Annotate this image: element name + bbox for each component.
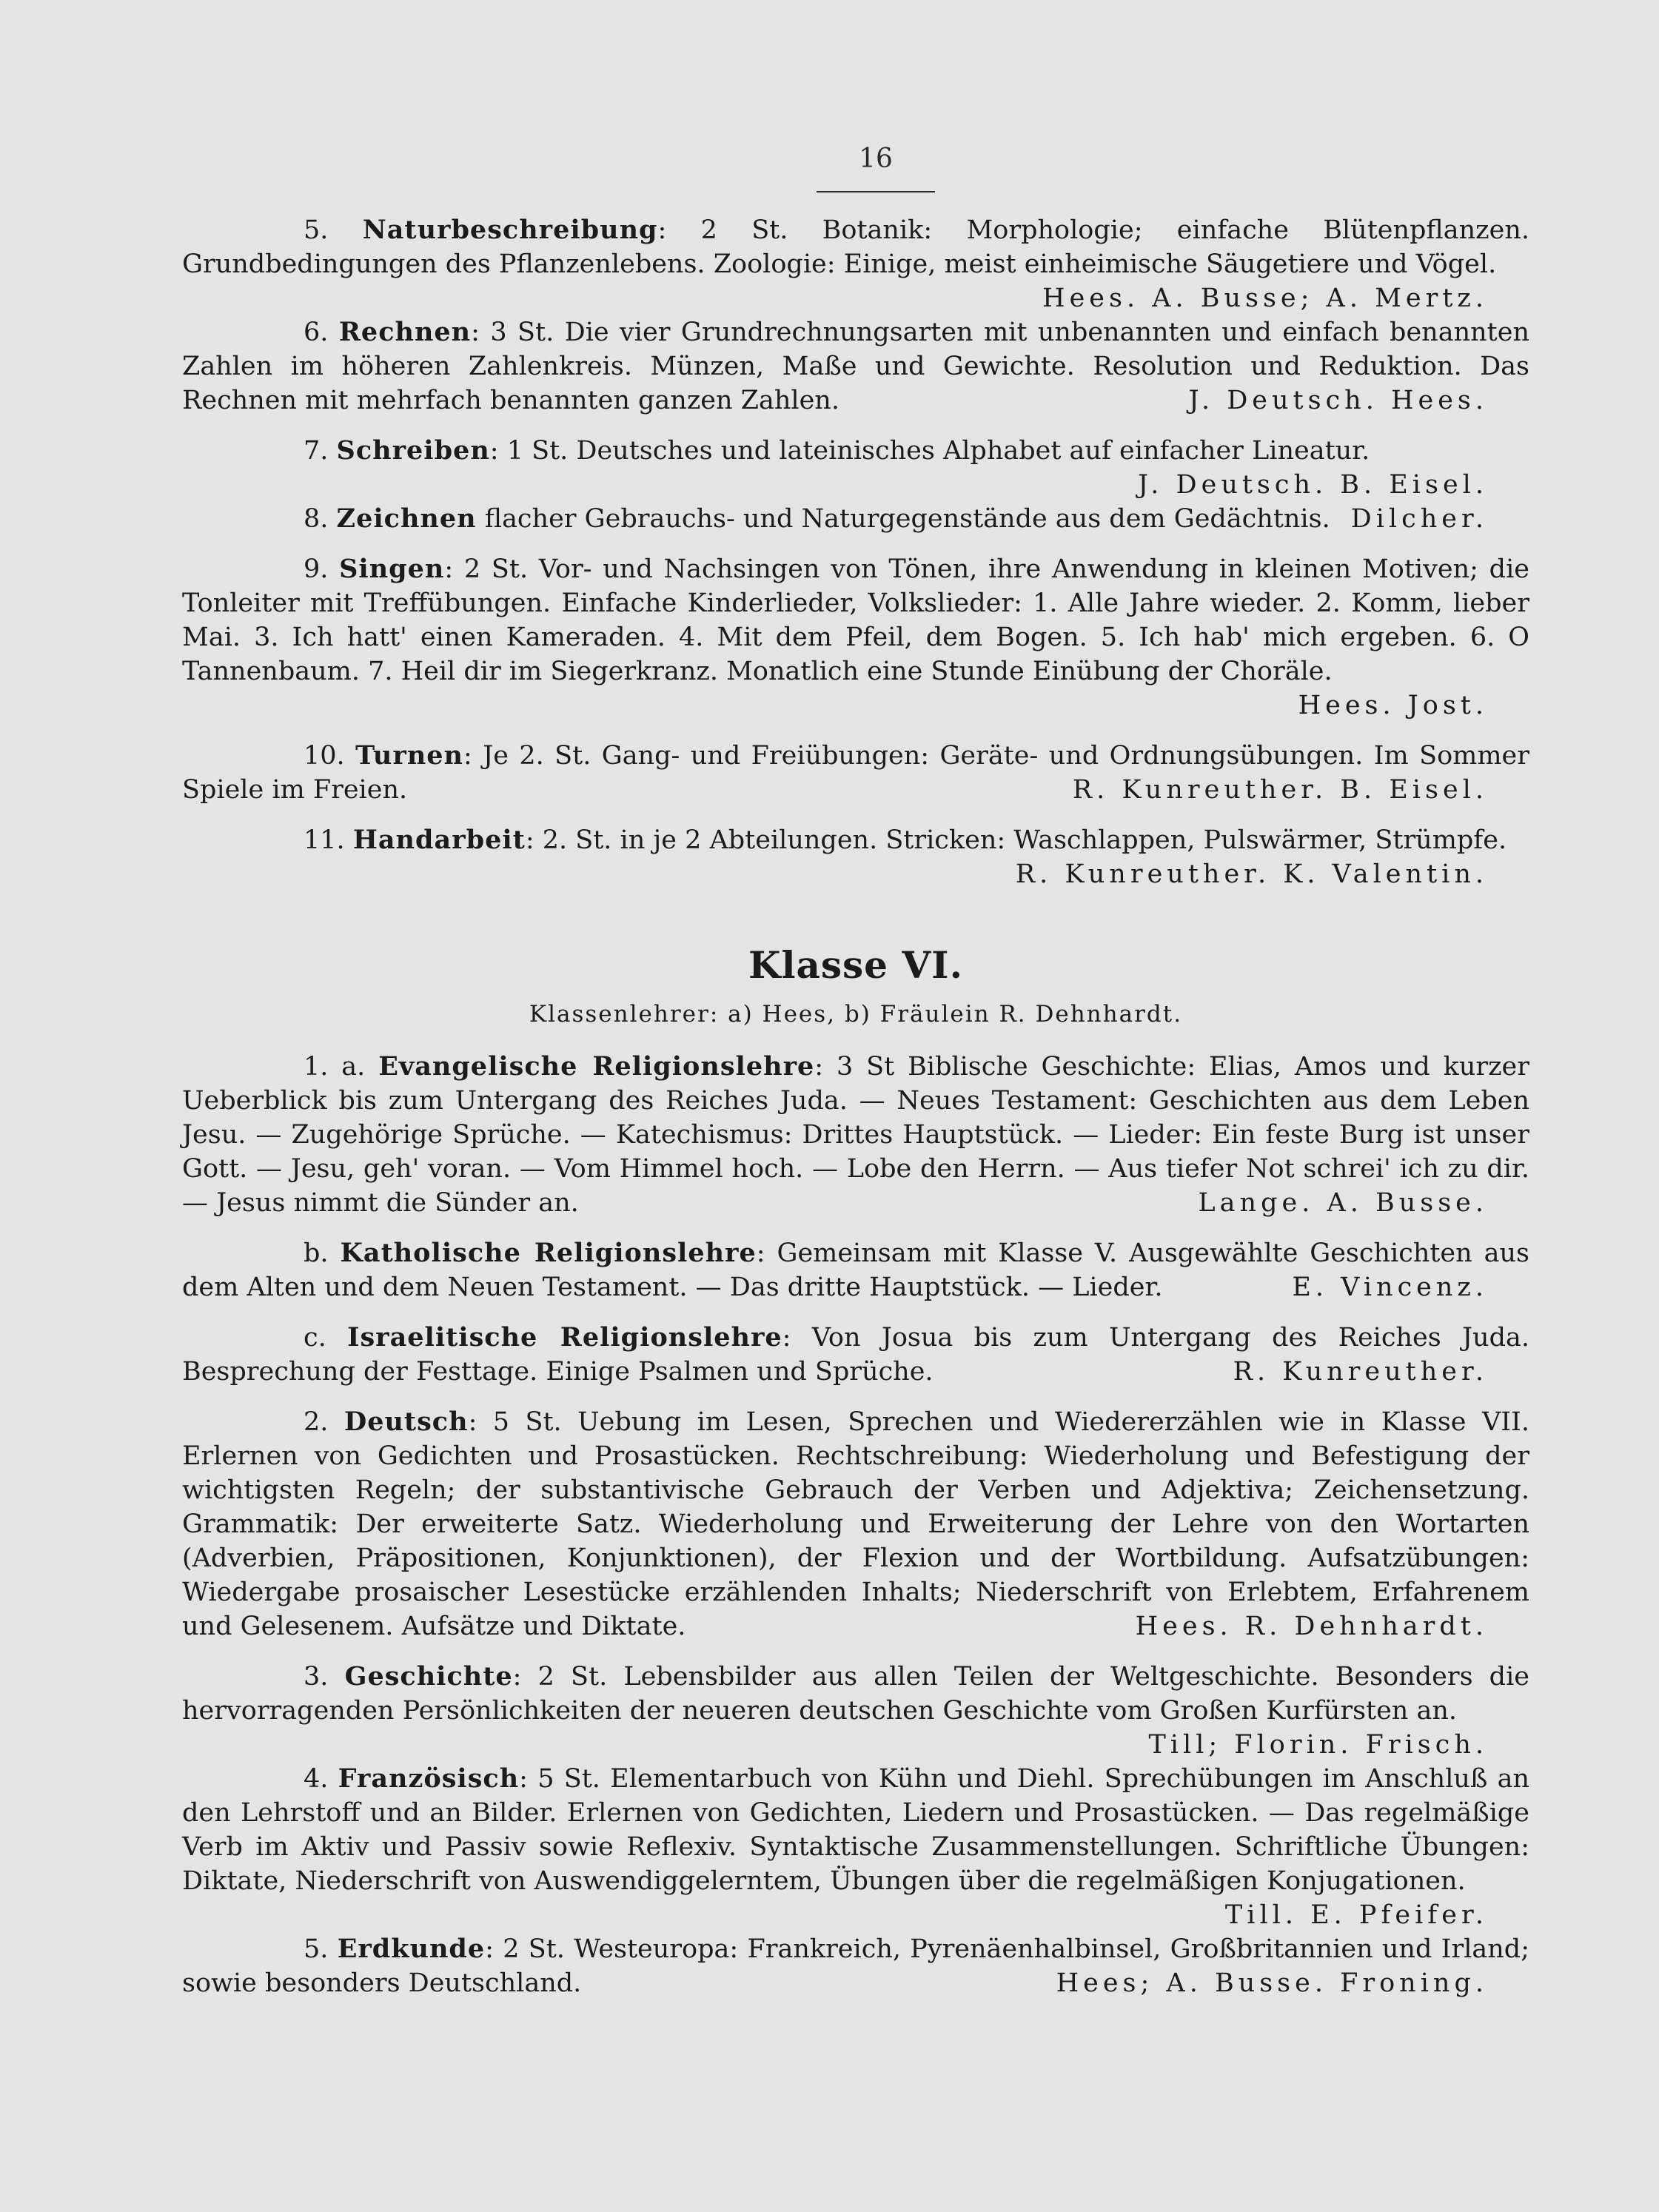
section-number: 9. [304,554,329,584]
class-teachers-line: Klassenlehrer: a) Hees, b) Fräulein R. Dehnhardt. [529,1001,1183,1028]
section-text: : 3 St. Die vier Grundrechnungsarten mit unbenannten und einfach benannten Zahlen im höheren Zahlenkreis. Münzen, Maße und Gewichte. Resolution und Reduktion. Das Rechnen mit mehrfach benannten ganzen Zahlen. [182,318,1529,415]
section-text: : 5 St. Elementarbuch von Kühn und Diehl. Sprechübungen im Anschluß an den Lehrstoff und an Bilder. Erlernen von Gedichten, Liedern und Prosastücken. — Das regelmäßige Verb im Aktiv und Passiv sowie Reflexiv. Syntaktische Zusammenstellungen. Schriftliche Übungen: Diktate, Niederschrift von Auswendiggelerntem, Übungen über die regelmäßigen Konjugationen. [182,1764,1529,1896]
section-text: : Je 2. St. Gang- und Freiübungen: Geräte- und Ordnungsübungen. Im Sommer Spiele im Freien. [182,741,1529,805]
section-teachers: Lange. A. Busse. [1198,1188,1488,1218]
section-number: 10. [304,741,345,771]
section-number: 5. [304,215,329,245]
section-number: 2. [304,1407,329,1437]
section-number: b. [304,1239,329,1268]
section-text: : 3 St Biblische Geschichte: Elias, Amos und kurzer Ueberblick bis zum Untergang des Reiches Juda. — Neues Testament: Geschichten aus dem Leben Jesu. — Zugehörige Sprüche. — Katechismus: Drittes Hauptstück. — Lieder: Ein feste Burg ist unser Gott. — Jesu, geh' voran. — Vom Himmel hoch. — Lobe den Herrn. — Aus tiefer Not schrei' ich zu dir. — Jesus nimmt die Sünder an. [182,1052,1529,1218]
section-israelitische-religionslehre [182,1321,1529,1389]
subject-title: Katholische Religionslehre [340,1238,757,1268]
section-teachers: Till; Florin. Frisch. [1148,1730,1488,1760]
section-text: : Gemeinsam mit Klasse V. Ausgewählte Geschichten aus dem Alten und dem Neuen Testament. — Das dritte Hauptstück. — Lieder. [182,1239,1529,1302]
subject-title: Erdkunde [337,1934,486,1964]
section-text: : 2 St. Botanik: Morphologie; einfache Blütenpflanzen. Grundbedingungen des Pflanzenlebens. Zoologie: Einige, meist einheimische Säugetiere und Vögel. [182,215,1529,279]
section-zeichnen [182,502,1529,536]
section-teachers: J. Deutsch. B. Eisel. [1137,470,1488,500]
page-number: 16 [859,144,893,174]
section-naturbeschreibung [182,213,1529,315]
section-deutsch [182,1405,1529,1643]
page-body [182,213,1529,2000]
subject-title: Deutsch [343,1407,469,1437]
class-heading: Klasse VI. [748,943,963,987]
section-teachers: R. Kunreuther. B. Eisel. [1072,775,1488,805]
subject-title: Rechnen [338,317,472,347]
section-text: : 5 St. Uebung im Lesen, Sprechen und Wiedererzählen wie in Klasse VII. Erlernen von Gedichten und Prosastücken. Rechtschreibung: Wiederholung und Befestigung der wichtigsten Regeln; der substantivische Gebrauch der Verben und Adjektiva; Zeichensetzung. Grammatik: Der erweiterte Satz. Wiederholung und Erweiterung der Lehre von den Wortarten (Adverbien, Präpositionen, Konjunktionen), der Flexion und der Wortbildung. Aufsatzübungen: Wiedergabe prosaischer Lesestücke erzählenden Inhalts; Niederschrift von Erlebtem, Erfahrenem und Gelesenem. Aufsätze und Diktate. [182,1407,1529,1641]
section-text: : 2 St. Westeuropa: Frankreich, Pyrenäenhalbinsel, Großbritannien und Irland; sowie besonders Deutschland. [182,1934,1529,1998]
section-rechnen [182,315,1529,418]
subject-title: Schreiben [336,435,490,466]
section-teachers: J. Deutsch. Hees. [1188,386,1488,415]
section-teachers: Till. E. Pfeifer. [1224,1900,1488,1930]
section-katholische-religionslehre [182,1236,1529,1304]
section-teachers: Hees. A. Busse; A. Mertz. [1042,284,1488,313]
section-text: : Von Josua bis zum Untergang des Reiches Juda. Besprechung der Festtage. Einige Psalmen und Sprüche. [182,1323,1529,1387]
section-turnen [182,739,1529,807]
section-teachers: R. Kunreuther. [1233,1357,1488,1387]
section-number: 11. [304,825,345,855]
subject-title: Naturbeschreibung [362,215,658,245]
section-number: 6. [304,318,329,347]
section-franzoesisch [182,1762,1529,1932]
section-handarbeit [182,823,1529,891]
section-teachers: Hees; A. Busse. Froning. [1056,1968,1488,1998]
section-teachers: R. Kunreuther. K. Valentin. [1015,859,1488,889]
section-number: 1. a. [304,1052,366,1082]
section-text: : 2 St. Lebensbilder aus allen Teilen der Weltgeschichte. Besonders die hervorragenden Persönlichkeiten der neueren deutschen Geschichte vom Großen Kurfürsten an. [182,1662,1529,1726]
section-geschichte [182,1660,1529,1762]
section-teachers: Dilcher. [1350,504,1488,534]
section-text: : 2 St. Vor- und Nachsingen von Tönen, ihre Anwendung in kleinen Motiven; die Tonleiter mit Treffübungen. Einfache Kinderlieder, Volkslieder: 1. Alle Jahre wieder. 2. Komm, lieber Mai. 3. Ich hatt' einen Kameraden. 4. Mit dem Pfeil, dem Bogen. 5. Ich hab' mich ergeben. 6. O Tannenbaum. 7. Heil dir im Siegerkranz. Monatlich eine Stunde Einübung der Choräle. [182,554,1529,686]
section-schreiben [182,434,1529,502]
section-text: : 2. St. in je 2 Abteilungen. Stricken: Waschlappen, Pulswärmer, Strümpfe. [525,825,1507,855]
section-teachers: E. Vincenz. [1292,1273,1488,1302]
subject-title: Evangelische Religionslehre [378,1051,815,1082]
section-teachers: Hees. Jost. [1298,691,1488,720]
subject-title: Französisch [338,1763,520,1794]
subject-title: Handarbeit [352,825,526,855]
section-number: 7. [304,436,329,466]
section-number: 8. [304,504,329,534]
section-number: 3. [304,1662,329,1692]
section-singen [182,552,1529,723]
section-text: : 1 St. Deutsches und lateinisches Alphabet auf einfacher Lineatur. [489,436,1370,466]
subject-title: Turnen [355,740,463,771]
subject-title: Singen [339,554,445,584]
subject-title: Israelitische Religionslehre [347,1322,782,1353]
page-number-rule [817,191,935,192]
section-number: 4. [304,1764,329,1794]
section-teachers: Hees. R. Dehnhardt. [1135,1612,1488,1641]
section-evangelische-religionslehre [182,1050,1529,1220]
section-erdkunde [182,1932,1529,2000]
subject-title: Geschichte [344,1661,513,1692]
section-number: c. [304,1323,326,1353]
section-number: 5. [304,1934,329,1964]
section-text: flacher Gebrauchs- und Naturgegenstände aus dem Gedächtnis. [476,504,1330,534]
subject-title: Zeichnen [336,503,477,534]
